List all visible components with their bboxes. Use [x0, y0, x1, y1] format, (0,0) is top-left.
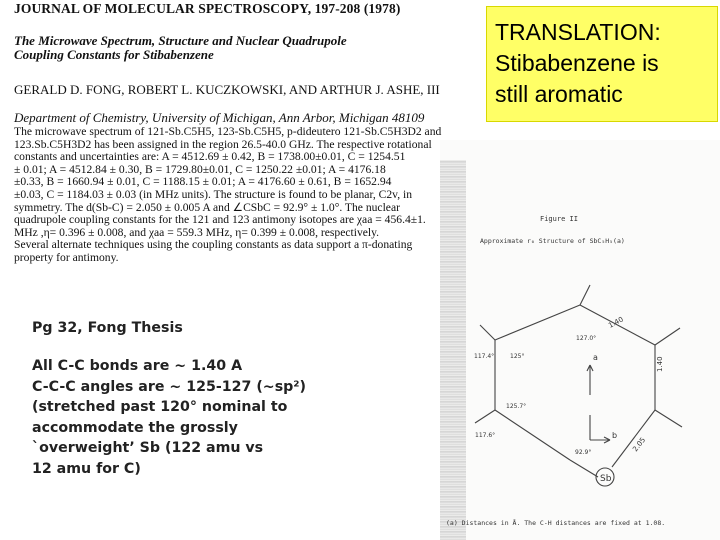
abstract-line: symmetry. The d(Sb-C) = 2.050 ± 0.005 A and ∠CSbC = 92.9° ± 1.0°. The nuclear — [14, 200, 400, 214]
angle-label: 127.0° — [576, 335, 597, 342]
figure-title: Figure II — [540, 215, 578, 223]
callout-line: still aromatic — [495, 81, 623, 107]
paper-affiliation: Department of Chemistry, University of Michigan, Ann Arbor, Michigan 48109 — [14, 110, 425, 125]
paper-title-line: The Microwave Spectrum, Structure and Nuclear Quadrupole — [14, 33, 347, 48]
angle-label: 125.7° — [506, 403, 527, 410]
callout-line: Stibabenzene is — [495, 50, 659, 76]
angle-label: 92.9° — [575, 449, 592, 456]
thesis-line: All C-C bonds are ~ 1.40 A — [32, 358, 243, 374]
callout-line: TRANSLATION: — [495, 19, 661, 45]
axis-label: a — [593, 353, 598, 362]
thesis-line: 12 amu for C) — [32, 460, 141, 477]
abstract-line: Several alternate techniques using the coupling constants as data support a π-donating — [14, 238, 413, 252]
abstract-line: constants and uncertainties are: A = 4512.69 ± 0.42, B = 1738.00±0.01, C = 1254.51 — [14, 150, 406, 164]
figure-caption: (a) Distances in Å. The C-H distances are fixed at 1.08. — [446, 519, 666, 527]
thesis-line: `overweight’ Sb (122 amu vs — [32, 440, 264, 456]
atom-label: Sb — [600, 474, 612, 484]
ring-diagram — [440, 140, 720, 540]
angle-label: 117.4° — [474, 353, 495, 360]
paper-title — [14, 34, 454, 62]
bond-length-label: 1.40 — [656, 356, 664, 372]
thesis-notes — [32, 320, 306, 479]
thesis-source: Pg 32, Fong Thesis — [32, 320, 183, 336]
angle-label: 117.6° — [475, 432, 496, 439]
paper-authors: GERALD D. FONG, ROBERT L. KUCZKOWSKI, AND ARTHUR J. ASHE, III — [14, 82, 440, 97]
abstract-line: The microwave spectrum of 121-Sb.C5H5, 123-Sb.C5H5, p-dideutero 121-Sb.C5H3D2 and — [14, 125, 442, 138]
abstract-line: quadrupole coupling constants for the 121 and 123 antimony isotopes are χaa = 456.4±1. — [14, 213, 426, 227]
abstract-line: ±0.03, C = 1184.03 ± 0.03 (in MHz units). The structure is found to be planar, C2v, in — [14, 187, 413, 201]
axis-label: b — [612, 431, 618, 440]
structure-figure — [440, 140, 720, 540]
abstract-line: ± 0.01; A = 4512.84 ± 0.30, B = 1729.80±0.01, C = 1250.22 ±0.01; A = 4176.18 — [14, 162, 386, 176]
abstract-line: ±0.33, B = 1660.94 ± 0.01, C = 1188.15 ± 0.01; A = 4176.60 ± 0.61, B = 1652.94 — [14, 175, 392, 189]
paper-abstract — [14, 126, 472, 265]
thesis-line: (stretched past 120° nominal to — [32, 399, 288, 415]
bond-length-label: 1.40 — [607, 315, 625, 330]
thesis-line: accommodate the grossly — [32, 419, 238, 436]
figure-subtitle: Approximate r₀ Structure of SbC₅H₅(a) — [480, 237, 625, 245]
abstract-line: MHz ,η= 0.396 ± 0.008, and χaa = 559.3 MHz, η= 0.399 ± 0.008, respectively. — [14, 225, 380, 239]
journal-citation: JOURNAL OF MOLECULAR SPECTROSCOPY, 197-208 (1978) — [14, 1, 401, 16]
bond-length-label: 2.05 — [631, 436, 648, 454]
abstract-line: property for antimony. — [14, 250, 119, 264]
angle-label: 125° — [510, 353, 525, 360]
thesis-line: C-C-C angles are ~ 125-127 (~sp²) — [32, 378, 306, 395]
paper-title-line: Coupling Constants for Stibabenzene — [14, 47, 214, 62]
translation-callout — [486, 6, 718, 122]
abstract-line: 123.Sb.C5H3D2 has been assigned in the region 26.5-40.0 GHz. The respective rotational — [14, 137, 432, 151]
